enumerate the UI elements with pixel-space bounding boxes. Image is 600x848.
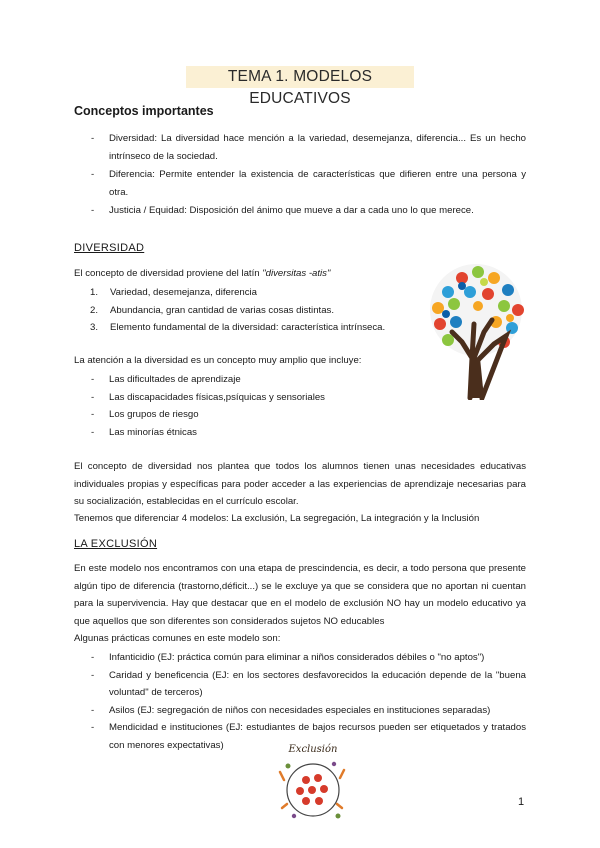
list-item: - Justicia / Equidad: Disposición del ánimo que mueve a dar a cada uno lo que merece.	[74, 202, 526, 220]
diversidad-paragraph: El concepto de diversidad nos plantea que todos los alumnos tienen unas necesidades educativas individuales propias y específicas para poder acceder a las experiencias de aprendizaje necesarias para su socialización, establecidas en el currículo escolar.	[74, 461, 526, 507]
concepts-heading: Conceptos importantes	[74, 104, 214, 118]
exclusion-circle-drawing	[276, 758, 350, 822]
hands-tree-image	[418, 262, 534, 400]
attention-list	[74, 371, 325, 441]
list-item: - Asilos (EJ: segregación de niños con necesidades especiales en instituciones separadas)	[74, 702, 526, 720]
intro-text: El concepto de diversidad proviene del latín	[74, 268, 263, 279]
list-number: 3.	[90, 322, 99, 333]
exclusion-paragraph: En este modelo nos encontramos con una etapa de prescindencia, es decir, a todo persona que presente algún tipo de diferencia (trastorno,déficit...) se le excluye ya que se considera que no aportan ni cuentan para la supervivencia. Hay que destacar que en el modelo de exclusión NO hay un modelo educativo ya que aquellos que son diferentes son considerados sujetos NO educables	[74, 563, 526, 627]
page-number: 1	[518, 796, 525, 808]
exclusion-heading: LA EXCLUSIÓN	[74, 538, 158, 550]
list-item-text: Elemento fundamental de la diversidad: característica intrínseca.	[110, 322, 386, 333]
list-item: - Mendicidad e instituciones (EJ: estudiantes de bajos recursos pueden ser etiquetados y tratados con menores expectativas)	[74, 719, 526, 754]
models-line: Tenemos que diferenciar 4 modelos: La exclusión, La segregación, La integración y la Inclusión	[74, 513, 480, 524]
list-item-text: Variedad, desemejanza, diferencia	[110, 287, 258, 298]
diversidad-heading: DIVERSIDAD	[74, 242, 145, 254]
list-item: - Infanticidio (EJ: práctica común para eliminar a niños considerados débiles o "no aptos")	[74, 649, 526, 667]
list-item: - Caridad y beneficencia (EJ: en los sectores desfavorecidos la educación depende de la "buena voluntad" de terceros)	[74, 667, 526, 702]
page-title: TEMA 1. MODELOS EDUCATIVOS	[186, 66, 414, 88]
exclusion-illustration	[276, 746, 350, 820]
list-item: - Las discapacidades físicas,psíquicas y sensoriales	[74, 389, 325, 407]
practices-list	[74, 649, 526, 754]
attention-intro: La atención a la diversidad es un concepto muy amplio que incluye:	[74, 355, 362, 366]
diversidad-numbered-list	[74, 284, 385, 337]
list-item: - Las minorías étnicas	[74, 424, 325, 442]
list-item: - Los grupos de riesgo	[74, 406, 325, 424]
list-item	[74, 319, 385, 337]
list-item: - Las dificultades de aprendizaje	[74, 371, 325, 389]
latin-term: "diversitas -atis"	[262, 268, 331, 279]
list-number: 2.	[90, 304, 99, 316]
practices-intro: Algunas prácticas comunes en este modelo son:	[74, 633, 281, 644]
list-item	[74, 284, 385, 302]
list-item-text: Abundancia, gran cantidad de varias cosas distintas.	[110, 304, 334, 316]
diversidad-intro	[74, 265, 414, 283]
list-item: - Diversidad: La diversidad hace mención a la variedad, desemejanza, diferencia... Es un hecho intrínseco de la sociedad.	[74, 130, 526, 165]
list-item	[74, 302, 385, 320]
exclusion-caption: Exclusión	[288, 744, 338, 755]
concepts-list	[74, 130, 526, 221]
list-item: - Diferencia: Permite entender la existencia de características que difieren entre una persona y otra.	[74, 166, 526, 201]
tree-canopy	[430, 264, 524, 356]
list-number: 1.	[90, 287, 99, 298]
